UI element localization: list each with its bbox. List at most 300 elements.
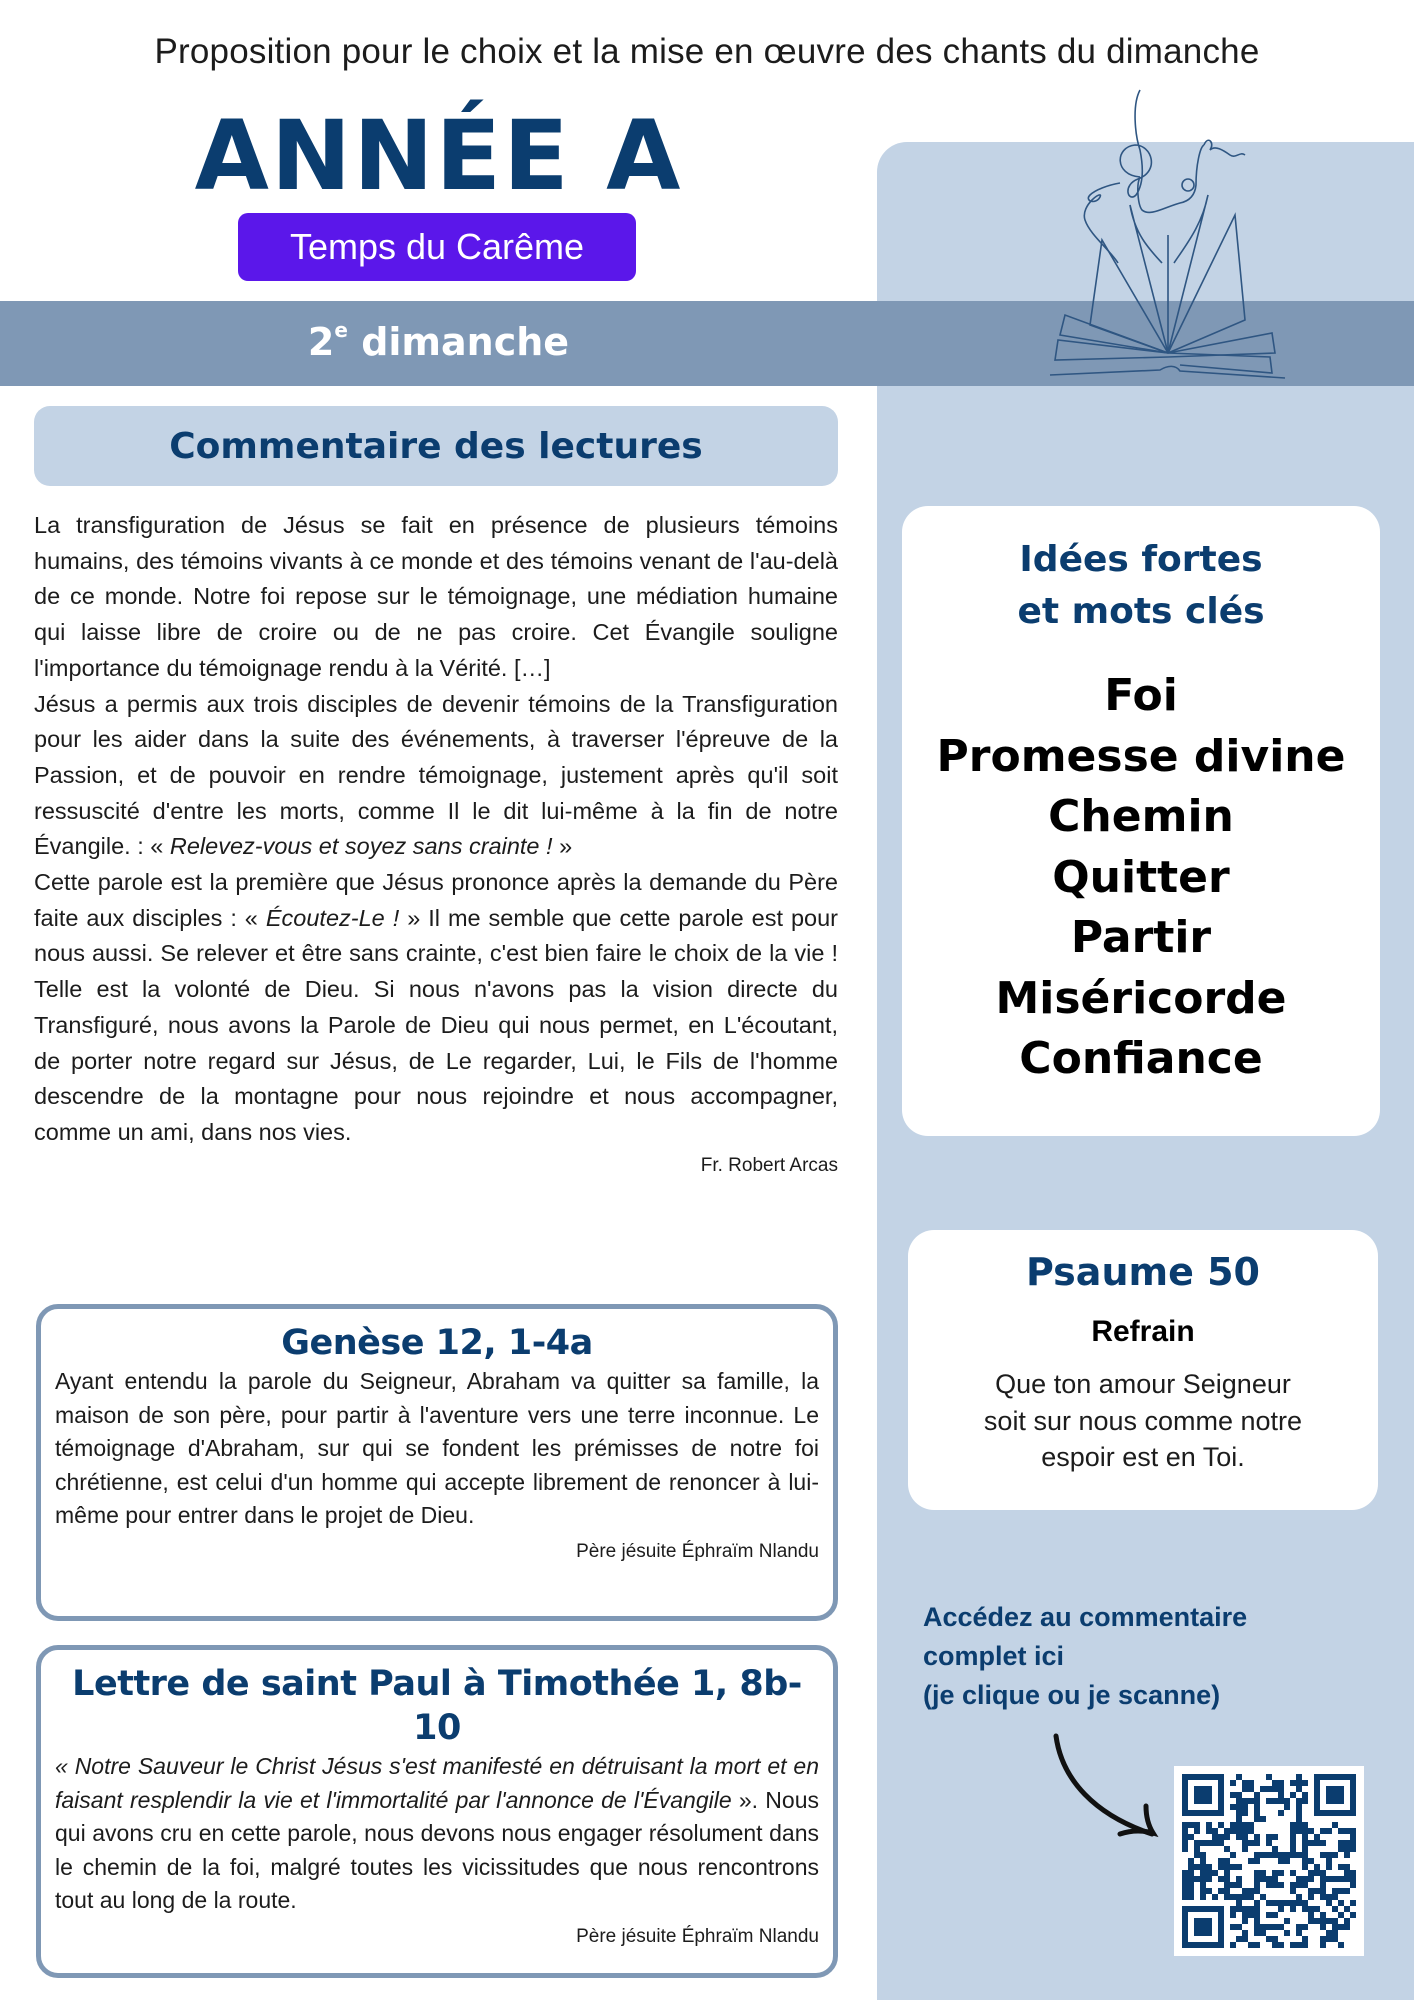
qr-module bbox=[1236, 1936, 1242, 1942]
qr-module bbox=[1338, 1924, 1344, 1930]
qr-module bbox=[1296, 1816, 1302, 1822]
qr-module bbox=[1236, 1774, 1242, 1780]
qr-module bbox=[1188, 1876, 1194, 1882]
qr-module bbox=[1218, 1858, 1224, 1864]
qr-module bbox=[1194, 1918, 1212, 1936]
qr-module bbox=[1242, 1888, 1248, 1894]
qr-module bbox=[1278, 1870, 1284, 1876]
commentary-text: » Il me semble que cette parole est pour nous aussi. Se relever et être sans crainte, c'est bien faire le choix de la vie ! Telle est la volonté de Dieu. Si nous n'avons pas la vision directe du Transfiguré, nous avons la Parole de Dieu qui nous permet, en L'écoutant, de porter notre regard sur Jésus, de Le regarder, Lui, le Fils de l'homme descendre de la montagne pour nous rejoindre et nous accompagner, comme un ami, dans nos vies. bbox=[34, 904, 838, 1145]
qr-module bbox=[1320, 1912, 1326, 1918]
qr-module bbox=[1242, 1846, 1248, 1852]
qr-module bbox=[1302, 1792, 1308, 1798]
sunday-suffix: e bbox=[334, 318, 348, 342]
qr-module bbox=[1320, 1870, 1326, 1876]
qr-module bbox=[1266, 1876, 1272, 1882]
qr-module bbox=[1290, 1792, 1296, 1798]
qr-module bbox=[1182, 1846, 1188, 1852]
qr-module bbox=[1230, 1780, 1236, 1786]
qr-module bbox=[1194, 1822, 1200, 1828]
qr-module bbox=[1218, 1864, 1224, 1870]
qr-module bbox=[1206, 1828, 1212, 1834]
qr-module bbox=[1254, 1912, 1260, 1918]
qr-module bbox=[1182, 1822, 1188, 1828]
keyword: Quitter bbox=[1052, 851, 1230, 903]
qr-module bbox=[1338, 1828, 1344, 1834]
qr-module bbox=[1296, 1774, 1302, 1780]
qr-module bbox=[1230, 1912, 1236, 1918]
qr-module bbox=[1242, 1798, 1248, 1804]
qr-module bbox=[1200, 1840, 1206, 1846]
qr-module bbox=[1326, 1876, 1332, 1882]
qr-module bbox=[1260, 1870, 1266, 1876]
qr-module bbox=[1254, 1882, 1260, 1888]
qr-module bbox=[1320, 1942, 1326, 1948]
curved-arrow-icon bbox=[1050, 1730, 1165, 1850]
qr-module bbox=[1248, 1798, 1254, 1804]
qr-module bbox=[1212, 1870, 1218, 1876]
qr-module bbox=[1296, 1798, 1302, 1804]
reading-text-body: ». Nous qui avons cru en cette parole, nous devons nous engager résolument dans le chemin de la foi, malgré toutes les vicissitudes que nous rencontrons tout au long de la route. bbox=[55, 1786, 820, 1913]
qr-module bbox=[1296, 1942, 1302, 1948]
qr-module bbox=[1320, 1888, 1326, 1894]
qr-module bbox=[1344, 1864, 1350, 1870]
qr-module bbox=[1338, 1840, 1344, 1846]
qr-module bbox=[1230, 1852, 1236, 1858]
qr-module bbox=[1242, 1930, 1248, 1936]
qr-module bbox=[1224, 1870, 1230, 1876]
qr-module bbox=[1296, 1924, 1302, 1930]
qr-module bbox=[1188, 1858, 1194, 1864]
qr-module bbox=[1296, 1882, 1302, 1888]
qr-module bbox=[1332, 1822, 1338, 1828]
qr-module bbox=[1248, 1894, 1254, 1900]
qr-module bbox=[1194, 1852, 1200, 1858]
qr-module bbox=[1290, 1852, 1296, 1858]
qr-module bbox=[1314, 1888, 1320, 1894]
qr-module bbox=[1314, 1870, 1320, 1876]
qr-module bbox=[1278, 1786, 1284, 1792]
qr-module bbox=[1266, 1798, 1272, 1804]
reading-author: Père jésuite Éphraïm Nlandu bbox=[576, 1925, 819, 1947]
qr-module bbox=[1230, 1906, 1236, 1912]
qr-module bbox=[1242, 1780, 1248, 1786]
qr-module bbox=[1254, 1930, 1260, 1936]
qr-module bbox=[1188, 1822, 1194, 1828]
qr-module bbox=[1326, 1936, 1332, 1942]
keyword: Foi bbox=[1104, 670, 1178, 721]
qr-module bbox=[1200, 1882, 1206, 1888]
qr-module bbox=[1224, 1864, 1230, 1870]
qr-module bbox=[1212, 1840, 1218, 1846]
qr-module bbox=[1248, 1840, 1254, 1846]
qr-module bbox=[1302, 1840, 1308, 1846]
qr-module bbox=[1188, 1864, 1194, 1870]
qr-module bbox=[1302, 1822, 1308, 1828]
qr-module bbox=[1224, 1846, 1230, 1852]
qr-module bbox=[1284, 1918, 1290, 1924]
qr-module bbox=[1182, 1876, 1188, 1882]
qr-module bbox=[1302, 1936, 1308, 1942]
qr-module bbox=[1218, 1840, 1224, 1846]
qr-module bbox=[1272, 1786, 1278, 1792]
qr-module bbox=[1224, 1894, 1230, 1900]
qr-module bbox=[1302, 1852, 1308, 1858]
qr-module bbox=[1350, 1834, 1356, 1840]
qr-module bbox=[1296, 1822, 1302, 1828]
qr-module bbox=[1242, 1810, 1248, 1816]
qr-module bbox=[1248, 1942, 1254, 1948]
qr-module bbox=[1284, 1804, 1290, 1810]
qr-module bbox=[1236, 1882, 1242, 1888]
qr-module bbox=[1236, 1900, 1242, 1906]
qr-module bbox=[1236, 1906, 1242, 1912]
qr-module bbox=[1344, 1906, 1350, 1912]
qr-module bbox=[1272, 1882, 1278, 1888]
qr-module bbox=[1206, 1864, 1212, 1870]
qr-module bbox=[1272, 1942, 1278, 1948]
qr-module bbox=[1320, 1828, 1326, 1834]
psalm-card bbox=[908, 1230, 1378, 1510]
qr-module bbox=[1350, 1846, 1356, 1852]
qr-module bbox=[1332, 1894, 1338, 1900]
qr-module bbox=[1278, 1780, 1284, 1786]
keyword: Chemin bbox=[1048, 791, 1234, 842]
qr-module bbox=[1326, 1828, 1332, 1834]
qr-module bbox=[1278, 1906, 1284, 1912]
qr-module bbox=[1350, 1840, 1356, 1846]
qr-module bbox=[1296, 1894, 1302, 1900]
commentary-paragraph: La transfiguration de Jésus se fait en présence de plusieurs témoins humains, des témoins vivants à ce monde et des témoins venant de l'au-delà de ce monde. Notre foi repose sur le témoignage, une médiation humaine qui laisse libre de croire ou de ne pas croire. Cet Évangile souligne l'importance du témoignage rendu à la Vérité. […] bbox=[34, 512, 838, 681]
qr-module bbox=[1188, 1888, 1194, 1894]
qr-module bbox=[1260, 1930, 1266, 1936]
qr-module bbox=[1350, 1870, 1356, 1876]
qr-module bbox=[1308, 1888, 1314, 1894]
qr-module bbox=[1218, 1888, 1224, 1894]
qr-module bbox=[1188, 1870, 1194, 1876]
qr-module bbox=[1338, 1912, 1344, 1918]
qr-module bbox=[1302, 1864, 1308, 1870]
qr-module bbox=[1248, 1912, 1254, 1918]
qr-module bbox=[1260, 1894, 1266, 1900]
access-line: complet ici bbox=[923, 1641, 1065, 1671]
qr-module bbox=[1296, 1810, 1302, 1816]
qr-module bbox=[1242, 1906, 1248, 1912]
qr-module bbox=[1254, 1918, 1260, 1924]
qr-module bbox=[1308, 1906, 1314, 1912]
qr-module bbox=[1242, 1834, 1248, 1840]
qr-module bbox=[1332, 1936, 1338, 1942]
keyword: Miséricorde bbox=[995, 972, 1287, 1024]
qr-module bbox=[1332, 1876, 1338, 1882]
qr-module bbox=[1272, 1936, 1278, 1942]
psalm-title: Psaume 50 bbox=[1026, 1250, 1260, 1294]
key-ideas-title bbox=[902, 534, 1380, 638]
keyword: Partir bbox=[1070, 912, 1212, 963]
reading-title: Genèse 12, 1-4a bbox=[281, 1323, 593, 1363]
qr-module bbox=[1230, 1894, 1236, 1900]
qr-module bbox=[1200, 1888, 1206, 1894]
qr-module bbox=[1320, 1876, 1326, 1882]
qr-module bbox=[1290, 1870, 1296, 1876]
qr-module bbox=[1236, 1810, 1242, 1816]
qr-module bbox=[1194, 1828, 1200, 1834]
qr-module bbox=[1296, 1804, 1302, 1810]
qr-module bbox=[1338, 1864, 1344, 1870]
qr-module bbox=[1326, 1858, 1332, 1864]
qr-module bbox=[1344, 1846, 1350, 1852]
qr-module bbox=[1314, 1864, 1320, 1870]
qr-module bbox=[1308, 1918, 1314, 1924]
qr-module bbox=[1320, 1852, 1326, 1858]
qr-module bbox=[1308, 1876, 1314, 1882]
qr-module bbox=[1332, 1906, 1338, 1912]
qr-module bbox=[1182, 1828, 1188, 1834]
qr-module bbox=[1350, 1912, 1356, 1918]
qr-module bbox=[1242, 1918, 1248, 1924]
key-ideas-card bbox=[902, 506, 1380, 1136]
qr-module bbox=[1290, 1822, 1296, 1828]
qr-module bbox=[1290, 1882, 1296, 1888]
full-commentary-link[interactable] bbox=[923, 1598, 1343, 1715]
qr-module bbox=[1272, 1870, 1278, 1876]
qr-module bbox=[1206, 1876, 1212, 1882]
qr-module bbox=[1242, 1840, 1248, 1846]
qr-module bbox=[1332, 1918, 1338, 1924]
qr-module bbox=[1260, 1924, 1266, 1930]
qr-module bbox=[1314, 1906, 1320, 1912]
qr-module bbox=[1242, 1828, 1248, 1834]
qr-module bbox=[1248, 1828, 1254, 1834]
qr-module bbox=[1266, 1936, 1272, 1942]
qr-module bbox=[1272, 1834, 1278, 1840]
qr-module bbox=[1344, 1924, 1350, 1930]
qr-module bbox=[1350, 1876, 1356, 1882]
liturgical-year-title: ANNÉE A bbox=[194, 100, 683, 212]
refrain-line: Que ton amour Seigneur bbox=[995, 1369, 1291, 1399]
qr-module bbox=[1320, 1882, 1326, 1888]
qr-module bbox=[1248, 1780, 1254, 1786]
commentary-text: Jésus a permis aux trois disciples de devenir témoins de la Transfiguration pour les aider dans la suite des événements, à traverser l'épreuve de la Passion, et de pouvoir en rendre témoignage, justement après qu'il soit ressuscité d'entre les morts, comme Il le dit lui-même à la fin de notre Évangile. : « bbox=[34, 690, 838, 860]
qr-module bbox=[1218, 1876, 1224, 1882]
qr-module bbox=[1254, 1798, 1260, 1804]
reading-text bbox=[55, 1750, 819, 1918]
qr-module bbox=[1260, 1786, 1266, 1792]
qr-module bbox=[1326, 1900, 1332, 1906]
qr-module bbox=[1278, 1810, 1284, 1816]
qr-module bbox=[1344, 1876, 1350, 1882]
refrain-line: soit sur nous comme notre bbox=[983, 1405, 1303, 1436]
qr-module bbox=[1260, 1852, 1266, 1858]
qr-module bbox=[1278, 1792, 1284, 1798]
qr-module bbox=[1266, 1840, 1272, 1846]
qr-module bbox=[1308, 1840, 1314, 1846]
qr-module bbox=[1278, 1900, 1284, 1906]
keyword: Confiance bbox=[1019, 1033, 1263, 1084]
qr-module bbox=[1272, 1876, 1278, 1882]
qr-module bbox=[1308, 1912, 1314, 1918]
qr-module bbox=[1338, 1900, 1344, 1906]
qr-module bbox=[1206, 1822, 1212, 1828]
qr-module bbox=[1236, 1828, 1242, 1834]
qr-module bbox=[1206, 1870, 1212, 1876]
qr-module bbox=[1302, 1828, 1308, 1834]
qr-module bbox=[1230, 1882, 1236, 1888]
qr-module bbox=[1248, 1786, 1254, 1792]
qr-module bbox=[1194, 1876, 1200, 1882]
qr-module bbox=[1224, 1834, 1230, 1840]
qr-module bbox=[1302, 1906, 1308, 1912]
page-subtitle: Proposition pour le choix et la mise en œuvre des chants du dimanche bbox=[154, 32, 1260, 71]
qr-module bbox=[1308, 1870, 1314, 1876]
qr-module bbox=[1212, 1828, 1218, 1834]
qr-module bbox=[1230, 1828, 1236, 1834]
qr-module bbox=[1290, 1780, 1296, 1786]
qr-module bbox=[1344, 1888, 1350, 1894]
qr-module bbox=[1218, 1834, 1224, 1840]
qr-module bbox=[1200, 1858, 1206, 1864]
qr-module bbox=[1344, 1870, 1350, 1876]
qr-module bbox=[1194, 1840, 1200, 1846]
commentary-body bbox=[34, 508, 838, 1181]
qr-module bbox=[1266, 1852, 1272, 1858]
sunday-title bbox=[0, 318, 877, 364]
qr-module bbox=[1188, 1882, 1194, 1888]
commentary-text: Cette parole est la première que Jésus prononce après la demande du Père faite aux disciples : « bbox=[34, 869, 838, 931]
qr-module bbox=[1182, 1870, 1188, 1876]
qr-module bbox=[1236, 1834, 1242, 1840]
qr-module bbox=[1200, 1870, 1206, 1876]
qr-module bbox=[1284, 1798, 1290, 1804]
qr-module bbox=[1188, 1894, 1194, 1900]
qr-module bbox=[1344, 1852, 1350, 1858]
qr-module bbox=[1284, 1900, 1290, 1906]
qr-module bbox=[1296, 1852, 1302, 1858]
qr-module bbox=[1266, 1774, 1272, 1780]
qr-module bbox=[1350, 1828, 1356, 1834]
qr-module bbox=[1254, 1834, 1260, 1840]
qr-module bbox=[1278, 1798, 1284, 1804]
qr-module bbox=[1224, 1828, 1230, 1834]
reading-author: Père jésuite Éphraïm Nlandu bbox=[576, 1540, 819, 1562]
qr-module bbox=[1302, 1900, 1308, 1906]
qr-module bbox=[1308, 1858, 1314, 1864]
qr-module bbox=[1236, 1804, 1242, 1810]
qr-module bbox=[1272, 1900, 1278, 1906]
qr-module bbox=[1212, 1894, 1218, 1900]
qr-module bbox=[1266, 1882, 1272, 1888]
qr-module bbox=[1350, 1900, 1356, 1906]
qr-module bbox=[1344, 1840, 1350, 1846]
qr-module bbox=[1236, 1792, 1242, 1798]
qr-module bbox=[1308, 1828, 1314, 1834]
qr-module bbox=[1254, 1888, 1260, 1894]
qr-module bbox=[1296, 1900, 1302, 1906]
qr-module bbox=[1248, 1858, 1254, 1864]
qr-module bbox=[1224, 1882, 1230, 1888]
qr-module bbox=[1242, 1912, 1248, 1918]
qr-module bbox=[1332, 1852, 1338, 1858]
qr-module bbox=[1236, 1876, 1242, 1882]
qr-module bbox=[1182, 1834, 1188, 1840]
qr-module bbox=[1194, 1846, 1200, 1852]
qr-module bbox=[1326, 1930, 1332, 1936]
qr-module bbox=[1290, 1840, 1296, 1846]
qr-module bbox=[1272, 1798, 1278, 1804]
qr-code-icon[interactable] bbox=[1174, 1766, 1364, 1956]
qr-module bbox=[1212, 1834, 1218, 1840]
key-ideas-title-line: et mots clés bbox=[1017, 591, 1265, 632]
qr-module bbox=[1224, 1858, 1230, 1864]
qr-module bbox=[1248, 1888, 1254, 1894]
qr-module bbox=[1254, 1900, 1260, 1906]
qr-module bbox=[1218, 1822, 1224, 1828]
qr-module bbox=[1332, 1924, 1338, 1930]
qr-module bbox=[1302, 1798, 1308, 1804]
qr-module bbox=[1284, 1858, 1290, 1864]
qr-module bbox=[1266, 1834, 1272, 1840]
qr-module bbox=[1320, 1894, 1326, 1900]
qr-module bbox=[1302, 1924, 1308, 1930]
qr-module bbox=[1332, 1888, 1338, 1894]
qr-module bbox=[1230, 1864, 1236, 1870]
qr-module bbox=[1326, 1864, 1332, 1870]
qr-module bbox=[1254, 1942, 1260, 1948]
commentary-text: » bbox=[552, 833, 573, 860]
qr-module bbox=[1320, 1840, 1326, 1846]
access-line: Accédez au commentaire bbox=[923, 1602, 1248, 1632]
qr-module bbox=[1278, 1882, 1284, 1888]
qr-module bbox=[1278, 1942, 1284, 1948]
qr-module bbox=[1344, 1918, 1350, 1924]
qr-module bbox=[1254, 1870, 1260, 1876]
qr-module bbox=[1230, 1792, 1236, 1798]
qr-module bbox=[1182, 1894, 1188, 1900]
commentary-author: Fr. Robert Arcas bbox=[700, 1154, 838, 1176]
qr-module bbox=[1254, 1852, 1260, 1858]
qr-module bbox=[1182, 1840, 1188, 1846]
qr-module bbox=[1236, 1798, 1242, 1804]
qr-module bbox=[1236, 1816, 1242, 1822]
qr-module bbox=[1236, 1894, 1242, 1900]
qr-module bbox=[1290, 1942, 1296, 1948]
reading-text: Ayant entendu la parole du Seigneur, Abraham va quitter sa famille, la maison de son père, pour partir à l'aventure vers une terre inconnue. Le témoignage d'Abraham, sur qui se fondent les prémisses de notre foi chrétienne, est celui d'un homme qui accepte librement de renoncer à lui-même pour entrer dans le projet de Dieu. bbox=[55, 1368, 819, 1528]
qr-module bbox=[1296, 1930, 1302, 1936]
qr-module bbox=[1314, 1840, 1320, 1846]
commentary-quote: Écoutez-Le ! bbox=[265, 904, 400, 931]
qr-module bbox=[1236, 1864, 1242, 1870]
qr-module bbox=[1296, 1876, 1302, 1882]
qr-module bbox=[1266, 1786, 1272, 1792]
reading-card-timothee bbox=[36, 1645, 838, 1978]
qr-module bbox=[1242, 1822, 1248, 1828]
qr-module bbox=[1254, 1924, 1260, 1930]
qr-module bbox=[1194, 1864, 1200, 1870]
qr-module bbox=[1224, 1888, 1230, 1894]
sunday-label: dimanche bbox=[361, 320, 570, 364]
qr-module bbox=[1284, 1852, 1290, 1858]
qr-module bbox=[1344, 1828, 1350, 1834]
qr-module bbox=[1314, 1918, 1320, 1924]
qr-module bbox=[1290, 1900, 1296, 1906]
qr-module bbox=[1200, 1852, 1206, 1858]
qr-module bbox=[1296, 1786, 1302, 1792]
keyword: Promesse divine bbox=[936, 730, 1346, 782]
qr-module bbox=[1302, 1780, 1308, 1786]
qr-module bbox=[1302, 1846, 1308, 1852]
open-book-music-notes-icon bbox=[1040, 85, 1290, 390]
qr-module bbox=[1182, 1888, 1188, 1894]
qr-module bbox=[1242, 1786, 1248, 1792]
